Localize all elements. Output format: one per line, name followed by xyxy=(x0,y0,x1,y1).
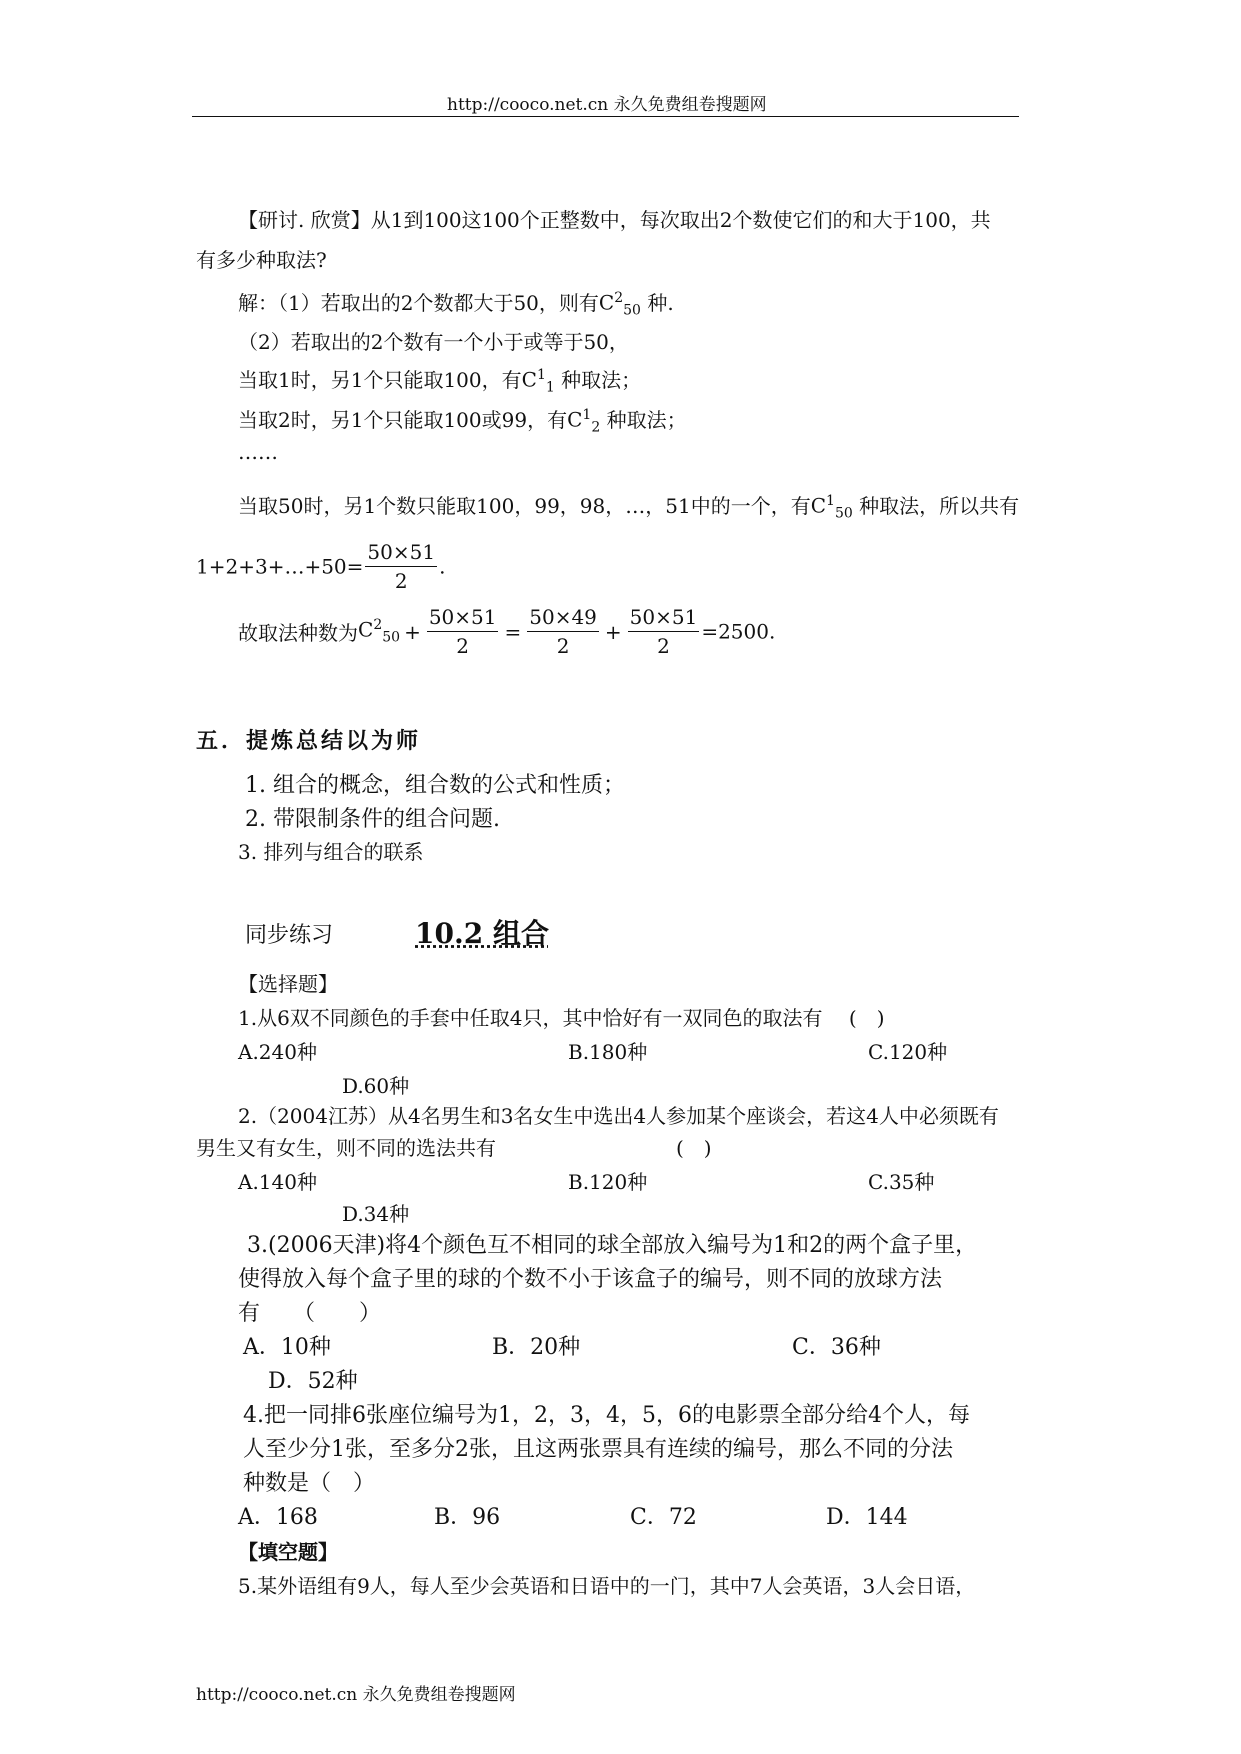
text: 解：（1）若取出的2个数都大于50，则有 xyxy=(238,291,599,315)
numerator: 50×51 xyxy=(427,605,499,632)
q3-option-d: D．52种 xyxy=(268,1369,358,1394)
q4-option-c: C．72 xyxy=(630,1505,697,1530)
question-5: 5.某外语组有9人，每人至少会英语和日语中的一门，其中7人会英语，3人会日语， xyxy=(238,1574,976,1598)
combination-c-2-50 xyxy=(599,290,641,319)
numerator: 50×51 xyxy=(365,540,437,567)
text: 种取法； xyxy=(561,368,642,392)
solution-case-1 xyxy=(238,287,674,319)
sum-formula xyxy=(196,540,445,593)
section-heading-summary: 五．提炼总结以为师 xyxy=(196,728,422,754)
c-sub: 50 xyxy=(623,303,641,319)
text: 当取50时，另1个数只能取100，99，98，…，51中的一个，有 xyxy=(238,494,811,518)
problem-line-2: 有多少种取法? xyxy=(196,248,327,272)
q2-option-a: A.140种 xyxy=(238,1170,317,1194)
final-formula xyxy=(238,605,775,658)
combination-c-1-50 xyxy=(811,493,853,522)
plus: + xyxy=(404,619,421,644)
q1-option-c: C.120种 xyxy=(868,1040,948,1064)
q1-option-b: B.180种 xyxy=(568,1040,648,1064)
summary-item-3: 3. 排列与组合的联系 xyxy=(238,840,424,864)
denominator: 2 xyxy=(394,569,408,593)
question-3-line-3: 有 （ ） xyxy=(238,1301,382,1326)
case-take-2 xyxy=(238,404,687,436)
c-sub: 1 xyxy=(545,380,555,396)
question-2-line-2: 男生又有女生，则不同的选法共有 ( ) xyxy=(196,1136,712,1160)
question-3-line-2: 使得放入每个盒子里的球的个数不小于该盒子的编号，则不同的放球方法 xyxy=(238,1267,943,1292)
c-symbol: C xyxy=(521,368,537,392)
c-symbol: C xyxy=(567,408,583,432)
denominator: 2 xyxy=(556,634,570,658)
c-sup: 1 xyxy=(826,493,835,510)
page-footer: http://cooco.net.cn 永久免费组卷搜题网 xyxy=(196,1685,516,1705)
c-symbol: C xyxy=(358,617,374,642)
q4-option-a: A．168 xyxy=(238,1505,318,1530)
text: . xyxy=(439,554,446,579)
combination-c-1-2 xyxy=(567,407,600,436)
question-1: 1.从6双不同颜色的手套中任取4只，其中恰好有一双同色的取法有 ( ) xyxy=(238,1006,885,1030)
c-sup: 1 xyxy=(582,407,592,424)
question-2-line-1: 2.（2004江苏）从4名男生和3名女生中选出4人参加某个座谈会，若这4人中必须既有 xyxy=(238,1104,999,1128)
c-symbol: C xyxy=(598,291,615,315)
q1-option-a: A.240种 xyxy=(238,1040,317,1064)
q3-option-a: A．10种 xyxy=(243,1335,331,1360)
c-sub: 50 xyxy=(382,629,401,646)
fraction-50x49-over-2 xyxy=(527,605,599,658)
combination-c-2-50 xyxy=(358,617,400,646)
text: 种. xyxy=(647,291,674,315)
practice-label: 同步练习 xyxy=(245,923,334,948)
c-sup: 2 xyxy=(373,617,383,634)
q3-option-b: B．20种 xyxy=(492,1335,581,1360)
text: 当取2时，另1个只能取100或99，有 xyxy=(238,408,568,432)
fraction-50x51-over-2 xyxy=(427,605,499,658)
fill-heading: 【填空题】 xyxy=(238,1540,338,1564)
text: 种取法，所以共有 xyxy=(859,494,1020,518)
question-4-line-1: 4.把一同排6张座位编号为1，2，3，4，5，6的电影票全部分给4个人，每 xyxy=(243,1403,970,1428)
summary-item-1: 1. 组合的概念，组合数的公式和性质； xyxy=(245,773,625,798)
problem-line-1: 【研讨. 欣赏】从1到100这100个正整数中，每次取出2个数使它们的和大于100，共 xyxy=(238,208,991,232)
denominator: 2 xyxy=(657,634,670,658)
text: =2500. xyxy=(701,619,776,644)
question-3-line-1: 3.(2006天津)将4个颜色互不相同的球全部放入编号为1和2的两个盒子里， xyxy=(247,1233,978,1258)
question-4-line-2: 人至少分1张，至多分2张，且这两张票具有连续的编号，那么不同的分法 xyxy=(243,1437,953,1462)
text: 故取法种数为 xyxy=(238,621,358,645)
page-header: http://cooco.net.cn 永久免费组卷搜题网 xyxy=(447,95,767,115)
choice-heading: 【选择题】 xyxy=(238,972,338,996)
c-sup: 2 xyxy=(614,290,624,307)
text: 当取1时，另1个只能取100，有 xyxy=(238,368,522,392)
case-take-50 xyxy=(238,490,1019,522)
q2-option-b: B.120种 xyxy=(568,1170,648,1194)
c-sub: 50 xyxy=(834,506,853,522)
numerator: 50×51 xyxy=(628,605,700,632)
summary-item-2: 2. 带限制条件的组合问题. xyxy=(245,807,500,832)
denominator: 2 xyxy=(456,634,470,658)
solution-case-2: （2）若取出的2个数有一个小于或等于50， xyxy=(238,330,629,354)
text: 种取法； xyxy=(606,408,687,432)
q4-option-b: B．96 xyxy=(434,1505,501,1530)
q4-option-d: D．144 xyxy=(826,1505,908,1530)
equals: = xyxy=(504,619,522,644)
q2-option-d: D.34种 xyxy=(342,1202,410,1226)
numerator: 50×49 xyxy=(527,605,599,632)
header-rule xyxy=(192,116,1019,117)
c-sup: 1 xyxy=(536,367,546,384)
q2-option-c: C.35种 xyxy=(868,1170,935,1194)
fraction-50x51-over-2 xyxy=(628,605,700,658)
c-sub: 2 xyxy=(591,420,601,436)
fraction-50x51-over-2 xyxy=(365,540,437,593)
plus: + xyxy=(604,619,622,644)
text: 1+2+3+…+50= xyxy=(196,554,364,579)
combination-c-1-1 xyxy=(522,367,555,396)
question-4-line-3: 种数是（ ） xyxy=(243,1471,376,1496)
c-symbol: C xyxy=(810,494,827,518)
case-take-1 xyxy=(238,364,641,396)
q3-option-c: C．36种 xyxy=(792,1335,881,1360)
q1-option-d: D.60种 xyxy=(342,1074,410,1098)
ellipsis: …… xyxy=(238,440,278,464)
practice-title: 10.2 组合 xyxy=(415,917,549,950)
